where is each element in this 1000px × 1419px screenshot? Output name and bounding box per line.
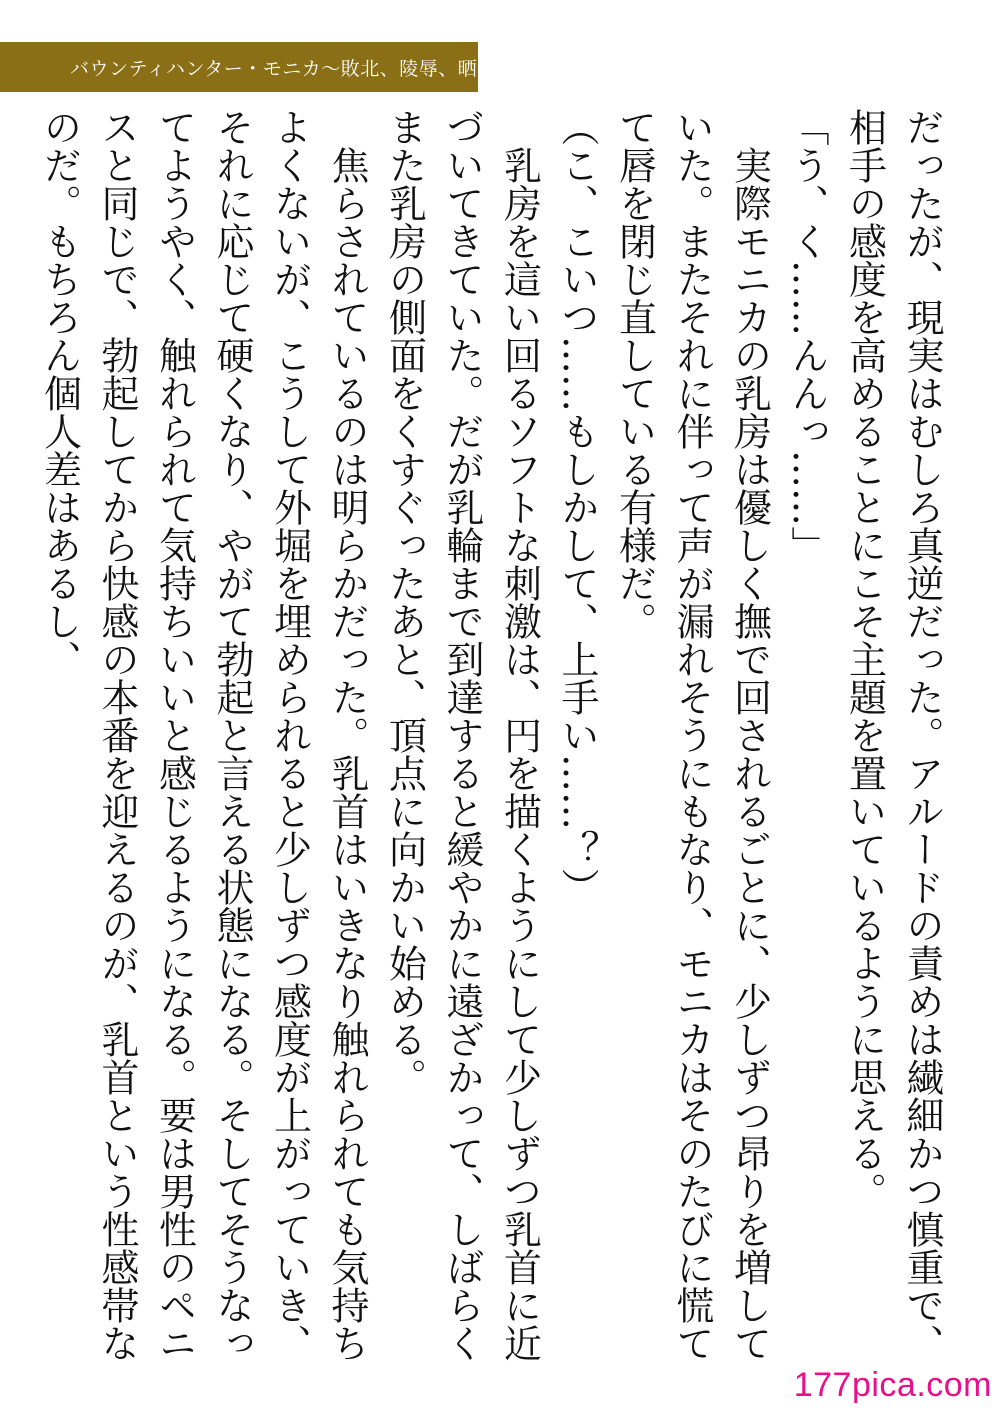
paragraph-4: （こ、こいつ……もしかして、上手い……？）: [555, 108, 599, 906]
paragraph-2: 「う、く……んんっ……」: [785, 108, 829, 564]
site-watermark: 177pica.com: [793, 1366, 992, 1404]
vertical-text-body: [37, 108, 950, 1376]
paragraph-3: 実際モニカの乳房は優しく撫で回されるごとに、少しずつ昂りを増していた。またそれに伴って声が漏れそうにもなり、モニカはそのたびに慌てて唇を閉じ直している有様だ。: [612, 108, 772, 1362]
paragraph-6: 焦らされているのは明らかだった。乳首はいきなり触れられても気持ちよくないが、こうして外堀を埋められると少しずつ感度が上がっていき、それに応じて硬くなり、やがて勃起と言える状態になる。そしてそうなってようやく、触れられて気持ちいいと感じるようになる。要は男性のペニスと同じで、勃起してから快感の本番を迎えるのが、乳首という性感帯なのだ。もちろん個人差はあるし、: [37, 108, 369, 1362]
chapter-title: バウンティハンター・モニカ〜敗北、陵辱、晒し者〜: [70, 57, 536, 80]
chapter-header-banner: [0, 42, 536, 92]
paragraph-5: 乳房を這い回るソフトな刺激は、円を描くようにして少しずつ乳首に近づいてきていた。だが乳輪まで到達すると緩やかに遠ざかって、しばらくまた乳房の側面をくすぐったあと、頂点に向かい始める。: [382, 108, 542, 1362]
paragraph-1: だったが、現実はむしろ真逆だった。アルードの責めは繊細かつ慎重で、相手の感度を高めることにこそ主題を置いているように思える。: [842, 108, 944, 1362]
